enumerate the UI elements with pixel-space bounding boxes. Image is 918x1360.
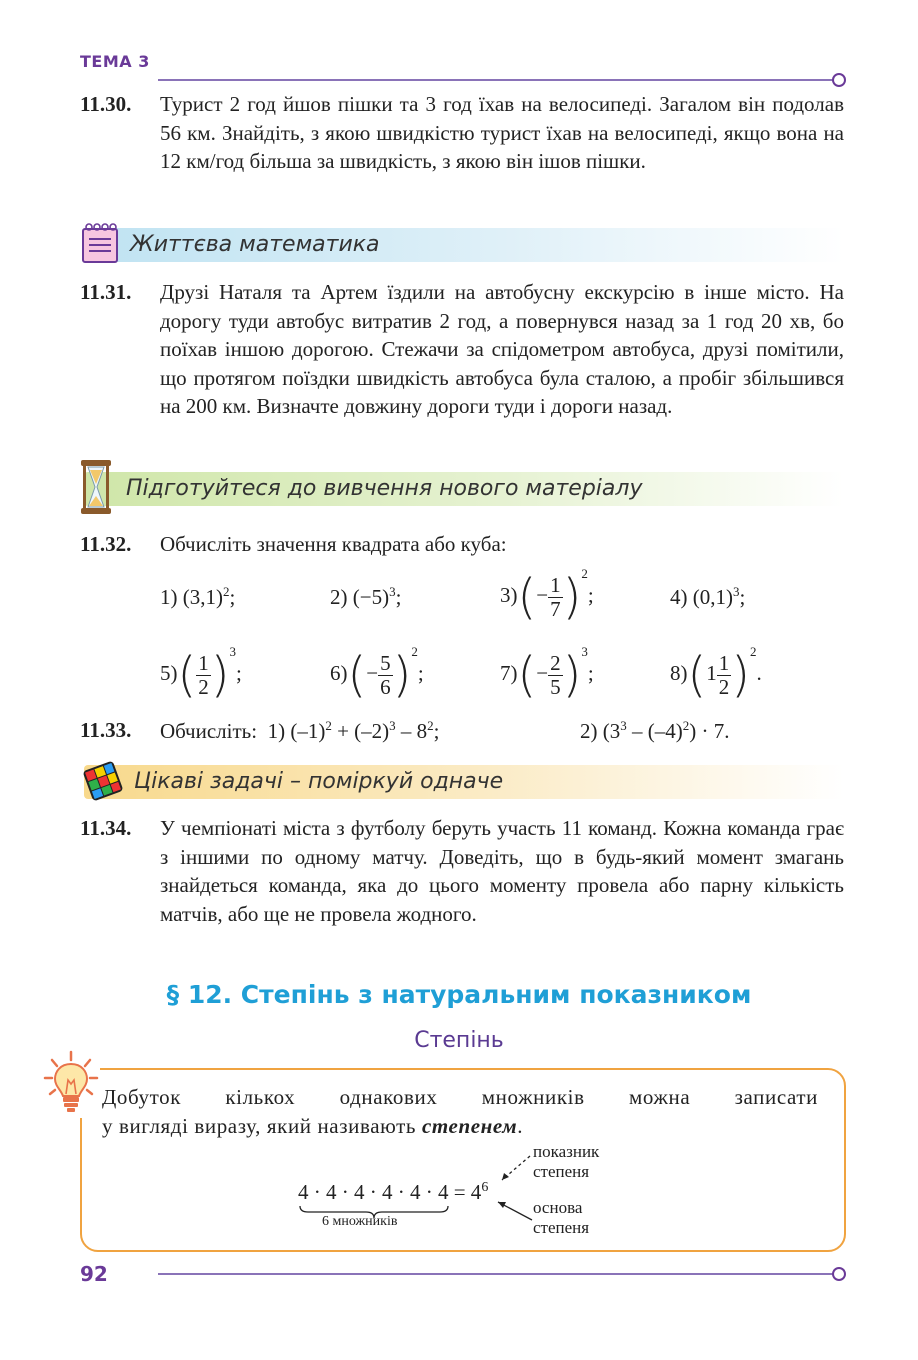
banner-prepare-title: Підготуйтеся до вивчення нового матеріалу xyxy=(126,476,643,501)
problem-number-11-33: 11.33. xyxy=(80,718,132,742)
header-rule xyxy=(158,79,834,81)
exercise-11-32-1: 1) $(3,1)^2$; xyxy=(160,584,236,609)
exercise-11-32-5: 5)( $\frac{1}{2}$ )$^3$; xyxy=(160,644,242,704)
definition-term: степенем xyxy=(421,1114,518,1138)
power-example-exponent: 6 xyxy=(481,1180,489,1195)
problem-text-11-34: У чемпіонаті міста з футболу беруть участь 11 команд. Кожна команда грає з іншими по одному матчу. Доведіть, що в будь-який момент змагань знайдеться команда, яка до цього моменту провела або парну кількість матчів, або ще не провела жодного. xyxy=(160,816,844,926)
problem-number-11-34: 11.34. xyxy=(80,816,132,840)
topic-label: ТЕМА 3 xyxy=(80,52,150,71)
exercise-11-32-8: 8)(1 $\frac{1}{2}$ )$^2$. xyxy=(670,644,762,704)
footer-rule xyxy=(158,1273,834,1275)
definition-line-2: у вигляді виразу, який називають степенем. xyxy=(102,1114,524,1138)
problem-11-33-part2: 2) $(3^3 - (-4)^2) \cdot 7$. xyxy=(580,718,730,743)
header-ring-icon xyxy=(832,73,846,87)
problem-number-11-30: 11.30. xyxy=(80,92,132,116)
hourglass-icon xyxy=(78,458,114,516)
exercise-11-32-4: 4) $(0,1)^3$; xyxy=(670,584,746,609)
problem-text-11-33: Обчисліть: 1) $(-1)^2 + (-2)^3 - 8^2$; xyxy=(160,718,440,743)
power-example xyxy=(298,1180,488,1205)
definition-line-1: Добуток кількох однакових множників можна записати xyxy=(102,1085,818,1109)
base-label: основа степеня xyxy=(533,1198,590,1237)
problem-text-11-30: Турист 2 год йшов пішки та 3 год їхав на велосипеді. Загалом він подолав 56 км. Знайдіть, з якою швидкістю турист їхав на велосипеді, якщо вона на 12 км/год більша за швидкість, з якою він ішов пішки. xyxy=(160,92,844,173)
banner-life-math-title: Життєва математика xyxy=(130,232,380,257)
banner-fun-title: Цікаві задачі – поміркуй одначе xyxy=(134,769,504,794)
page-number: 92 xyxy=(80,1262,108,1286)
rubik-cube-icon xyxy=(80,758,126,804)
exponent-label: показник степеня xyxy=(533,1142,600,1181)
power-example-result: = 4 xyxy=(448,1180,482,1204)
exercise-11-32-3: 3)(− $\frac{1}{7}$ )$^2$; xyxy=(500,566,594,626)
power-example-product: 4 · 4 · 4 · 4 · 4 · 4 xyxy=(298,1180,449,1204)
lightbulb-icon xyxy=(42,1048,100,1118)
factor-count-label: 6 множників xyxy=(322,1214,398,1229)
section-title: § 12. Степінь з натуральним показником xyxy=(166,980,752,1009)
footer-ring-icon xyxy=(832,1267,846,1281)
section-subtitle: Степінь xyxy=(414,1028,504,1053)
problem-text-11-32: Обчисліть значення квадрата або куба: xyxy=(160,532,507,556)
problem-number-11-31: 11.31. xyxy=(80,280,132,304)
problem-number-11-32: 11.32. xyxy=(80,532,132,556)
notepad-icon xyxy=(80,222,120,264)
power-arrows xyxy=(488,1150,538,1230)
exercise-11-32-6: 6)(− $\frac{5}{6}$ )$^2$; xyxy=(330,644,424,704)
problem-text-11-31: Друзі Наталя та Артем їздили на автобусну екскурсію в інше місто. На дорогу туди автобус витратив 2 год, а повернувся назад за 1 год 20 хв, бо поїхав іншою дорогою. Стежачи за спідометром автобуса, друзі помітили, що протягом поїздки швидкість автобуса була сталою, а пробіг збільшився на 200 км. Визначте довжину дороги туди і дороги назад. xyxy=(160,280,844,418)
exercise-11-32-2: 2) $(-5)^3$; xyxy=(330,584,402,609)
exercise-11-32-7: 7)(− $\frac{2}{5}$ )$^3$; xyxy=(500,644,594,704)
